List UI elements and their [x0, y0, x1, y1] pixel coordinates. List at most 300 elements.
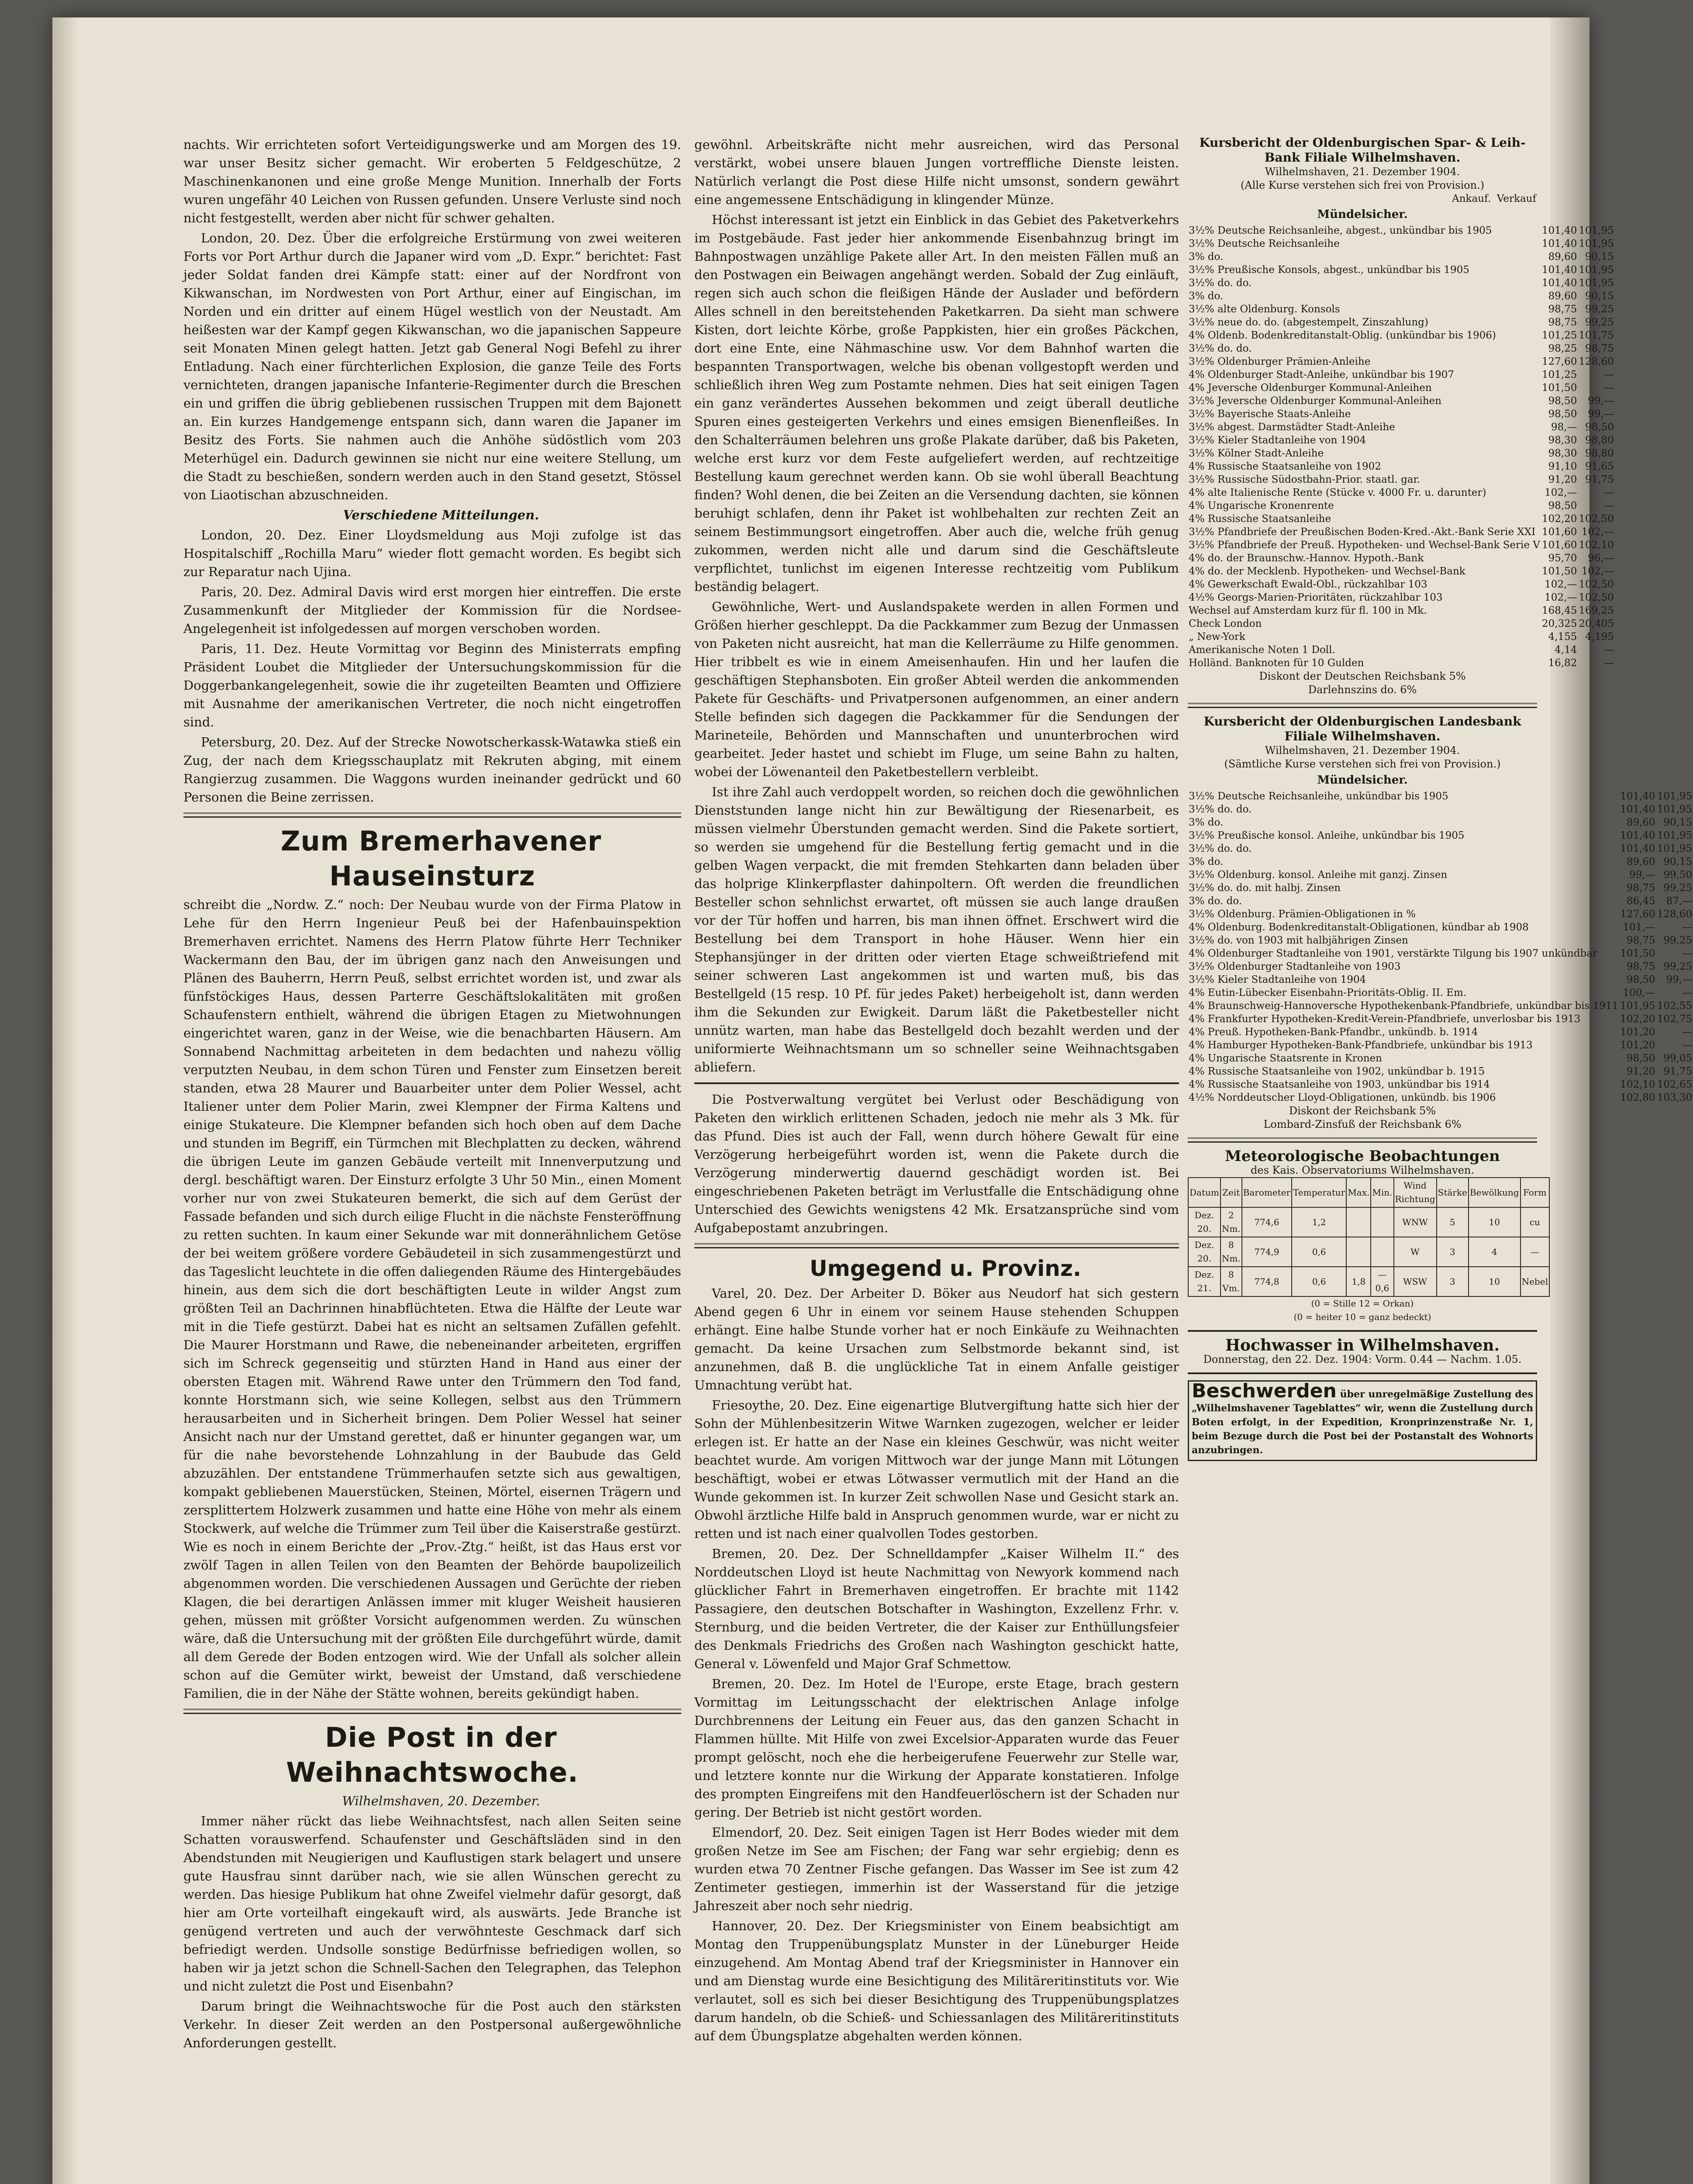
article-text: Darum bringt die Weihnachtswoche für die Post auch den stärksten Verkehr. In dieser Zeit werden an den Postpersonal außergewöhnliche Anforderungen gestellt. — [183, 1999, 681, 2050]
article-text: Die Postverwaltung vergütet bei Verlust oder Beschädigung von Paketen den wirklich erlittenen Schaden, jedoch nie mehr als 3 Mk. für das Pfund. Dies ist auch der Fall, wenn durch höhere Gewalt für eine Verzögerung herbeigeführt worden ist, wenn die Pakete durch die Verzögerung minderwertig dauernd geschädigt worden ist. Bei eingeschriebenen Paketen beträgt im Verlustfalle die Entschädigung ohne Unterschied des Gewichts wenigstens 42 Mk. Ersatzansprüche sind vom Aufgabepostamt anzubringen. — [694, 1092, 1179, 1235]
security-name: 3½% do. do. mit halbj. Zinsen — [1189, 882, 1341, 894]
dateline: Wilhelmshaven, 20. Dezember. — [342, 1794, 540, 1808]
ankauf-value: 91,10 — [1548, 461, 1577, 472]
verkauf-value: 101,95 — [1579, 238, 1614, 249]
security-name: 4% Hamburger Hypotheken-Bank-Pfandbriefe, unkündbar bis 1913 — [1189, 1040, 1533, 1051]
table-row — [1188, 578, 1615, 591]
table-row — [1188, 1039, 1693, 1052]
ankauf-value: 99,— — [1629, 869, 1655, 881]
table-row — [1188, 1026, 1693, 1039]
table-row — [1188, 1078, 1693, 1091]
divider — [183, 1709, 681, 1714]
meteo-cell: Dez. 21. — [1188, 1267, 1221, 1296]
table-row — [1188, 868, 1693, 881]
beschwerden-ad — [1188, 1380, 1537, 1461]
ankauf-value: 101,60 — [1541, 526, 1577, 538]
meteo-cell: 4 — [1469, 1237, 1521, 1267]
table-row — [1188, 986, 1693, 999]
table-row — [1188, 881, 1693, 895]
security-name: 4% Frankfurter Hypotheken-Kredit-Verein-Pfandbriefe, unverlosbar bis 1913 — [1189, 1013, 1581, 1025]
kurs1-date: Wilhelmshaven, 21. Dezember 1904. — [1265, 166, 1460, 178]
ankauf-value: 101,20 — [1620, 1026, 1655, 1038]
verkauf-value: 20,405 — [1579, 618, 1614, 629]
security-name: 3½% neue do. do. (abgestempelt, Zinszahlung) — [1189, 317, 1428, 328]
kurs2-muendel-head: Mündelsicher. — [1317, 774, 1408, 787]
table-header-row — [1188, 1178, 1549, 1207]
meteo-cloud-note: (0 = heiter 10 = ganz bedeckt) — [1293, 1312, 1431, 1322]
table-row — [1188, 355, 1615, 368]
table-row — [1188, 630, 1615, 643]
verkauf-value: — — [1682, 1026, 1693, 1038]
article-text: Bremen, 20. Dez. Im Hotel de l'Europe, erste Etage, brach gestern Vormittag im Leitungsschacht der elektrischen Anlage infolge Durchbrennens der Leitung ein Feuer aus, das den ganzen Schacht in Flammen hüllte. Mit Hilfe von zwei Excelsior-Apparaten wurde das Feuer prompt gelöscht, noch ehe die herbeigerufene Feuerwehr zur Stelle war, und letztere konnte nur die Wirkung der Apparate konstatieren. Infolge des prompten Eingreifens mit den Handfeuerlöschern ist der Schaden nur gering. Der Betrieb ist nicht gestört worden. — [694, 1676, 1179, 1820]
ankauf-value: 102,— — [1545, 592, 1577, 603]
security-name: 3½% Kölner Stadt-Anleihe — [1189, 448, 1324, 459]
ankauf-value: 89,60 — [1548, 251, 1577, 263]
table-row — [1188, 224, 1615, 237]
article-text: Höchst interessant ist jetzt ein Einblick in das Gebiet des Paketverkehrs im Postgebäude. Fast jeder hier ankommende Eisenbahnzug bringt im Bahnpostwagen unzählige Pakete aller Art. In den meisten Fällen muß an den Postwagen ein Beiwagen angehängt werden. Sobald der Zug einläuft, regen sich auch schon die fleißigen Hände der Auslader und befördern Alles schnell in den bereitstehenden Paketkarren. Da sieht man schwere Kisten, dort leichte Körbe, große Pappkisten, hier ein großes Päckchen, dort eine Ente, eine Nähmaschine usw. Vor dem Bahnhof warten die bespannten Transportwagen, welche bis obenan vollgestopft werden und schließlich ihren Weg zum Postamte nehmen. Dies hat seit einigen Tagen ein ganz verändertes Aussehen bekommen und zeigt überall deutliche Spuren eines gesteigerten Verkehrs und eines emsigen Bienenfleißes. In den Schalterräumen belehren uns große Plakate darüber, daß bis Paketen, welche erst kurz vor dem Feste aufgeliefert werden, auf rechtzeitige Bestellung kaum gerechnet werden kann. Ob sie wohl überall Beachtung finden? Wohl denen, die bei Zeiten an die Versendung dachten, sie können beruhigt schlafen, denn ihr Paket ist wohlbehalten zur rechten Zeit an seinem Bestimmungsort eingetroffen. Aber auch die, welche früh genug zukommen, werden nicht alle und darum sind die Geschäftsleute verpflichtet, tunlichst im eigenen Interesse rechtzeitig vom Publikum beständig belagert. — [694, 212, 1179, 594]
section-heading: Verschiedene Mitteilungen. — [343, 508, 539, 522]
ankauf-value: 98,75 — [1626, 961, 1655, 972]
table-row — [1188, 591, 1615, 604]
ankauf-value: 98,30 — [1548, 435, 1577, 446]
beschwerden-word: Beschwerden — [1192, 1380, 1337, 1402]
table-row — [1188, 276, 1615, 290]
ankauf-value: 20,325 — [1541, 618, 1577, 629]
table-row — [1188, 368, 1615, 381]
security-name: 4% Russische Staatsanleihe — [1189, 513, 1331, 525]
verkauf-value: 98,80 — [1585, 435, 1614, 446]
ankauf-value: 101,— — [1623, 922, 1655, 933]
security-name: 4½% Georgs-Marien-Prioritäten, rückzahlbar 103 — [1189, 592, 1443, 603]
verkauf-value: — — [1682, 948, 1693, 959]
verkauf-value: 98,75 — [1585, 343, 1614, 354]
table-row — [1188, 1091, 1693, 1104]
verkauf-value: 87,— — [1666, 895, 1693, 907]
table-row — [1188, 1013, 1693, 1026]
beschwerden-text: über unregelmäßige Zustellung des „Wilhelmshavener Tageblattes“ wir, wenn die Zustellung durch Boten erfolgt, in der Expedition, Kronprinzenstraße Nr. 1, beim Bezuge durch die Post bei der Postanstalt des Wohnorts anzubringen. — [1192, 1389, 1533, 1456]
verkauf-value: 90,15 — [1585, 290, 1614, 302]
ankauf-value: 4,14 — [1555, 644, 1577, 656]
meteo-subtitle: des Kais. Observatoriums Wilhelmshaven. — [1251, 1164, 1474, 1176]
verkauf-value: 102,— — [1581, 566, 1614, 577]
ankauf-value: 127,60 — [1541, 356, 1577, 367]
verkauf-value: — — [1682, 922, 1693, 933]
column-left — [183, 135, 681, 2184]
verkauf-value: 102,50 — [1579, 513, 1614, 525]
ankauf-value: 98,75 — [1626, 935, 1655, 946]
security-name: 3½% do. von 1903 mit halbjährigen Zinsen — [1189, 935, 1408, 946]
ankauf-value: 102,— — [1545, 579, 1577, 590]
verkauf-value: — — [1603, 657, 1614, 669]
hochwasser-text: Donnerstag, den 22. Dez. 1904: Vorm. 0.44 — Nachm. 1.05. — [1203, 1353, 1522, 1365]
verkauf-value: 99,25 — [1585, 304, 1614, 315]
verkauf-value: 4,195 — [1585, 631, 1614, 643]
table-row — [1188, 552, 1615, 565]
divider — [1188, 1137, 1537, 1143]
ankauf-value: 91,20 — [1548, 474, 1577, 485]
table-row — [1188, 1052, 1693, 1065]
meteo-cell — [1346, 1237, 1371, 1267]
meteo-cell: —0,6 — [1371, 1267, 1393, 1296]
verkauf-value: 101,95 — [1657, 791, 1693, 802]
meteo-header: Wind Richtung — [1394, 1178, 1437, 1207]
meteo-title: Meteorologische Beobachtungen — [1225, 1147, 1500, 1165]
verkauf-value: — — [1603, 487, 1614, 498]
ankauf-value: 102,80 — [1620, 1092, 1655, 1103]
verkauf-value: 102,65 — [1657, 1079, 1693, 1090]
article-headline: Die Post in der Weihnachtswoche. — [286, 1721, 579, 1788]
ankauf-value: 101,40 — [1541, 264, 1577, 276]
divider — [183, 812, 681, 818]
ankauf-value: 89,60 — [1626, 817, 1655, 828]
meteo-header: Temperatur — [1292, 1178, 1346, 1207]
table-row — [1188, 381, 1615, 394]
hochwasser-title: Hochwasser in Wilhelmshaven. — [1225, 1336, 1500, 1355]
security-name: 3½% do. do. — [1189, 804, 1252, 815]
verkauf-value: 90,15 — [1663, 817, 1693, 828]
verkauf-value: 96,— — [1588, 553, 1614, 564]
article-text: gewöhnl. Arbeitskräfte nicht mehr ausreichen, wird das Personal verstärkt, wobei unsere blauen Jungen vortreffliche Dienste leisten. Natürlich verlangt die Post diese Hilfe nicht umsonst, sondern gewährt eine angemessene Entschädigung in klingender Münze. — [694, 137, 1179, 207]
meteo-cell: 3 — [1437, 1237, 1469, 1267]
table-header-row — [1188, 192, 1537, 205]
ankauf-value: 98,50 — [1626, 974, 1655, 985]
article-text: Gewöhnliche, Wert- und Auslandspakete werden in allen Formen und Größen hierher geschleppt. Da die Packkammer zum Bezug der Unmassen von Paketen nicht ausreicht, hat man die Kellerräume zu Hilfe genommen. Hier tribbelt es wie in einem Ameisenhaufen. Hin und her laufen die geschäftigen Stephansboten. Ein großer Abteil werden die ankommenden Pakete für Geschäfts- und Privatpersonen aufgenommen, an einer andern Stelle befinden sich dagegen die Packkammer für die Sendungen der Marineteile, Behörden und Mannschaften und ununterbrochen wird gearbeitet. Jeder hastet und schiebt im Fluge, um seine Bahn zu halten, wobei der Löwenanteil den Paketbestellern verbleibt. — [694, 599, 1179, 779]
verkauf-value: 99,25 — [1663, 961, 1693, 972]
table-row — [1188, 908, 1693, 921]
meteo-cell: 0,6 — [1292, 1267, 1346, 1296]
ankauf-value: 101,50 — [1620, 948, 1655, 959]
verkauf-value: 102,55 — [1657, 1000, 1693, 1012]
meteo-cell: WNW — [1394, 1207, 1437, 1237]
security-name: 4% Russische Staatsanleihe von 1902, unkündbar b. 1915 — [1189, 1066, 1485, 1077]
verkauf-value: 103,30 — [1657, 1092, 1693, 1103]
security-name: 4% do. der Mecklenb. Hypotheken- und Wechsel-Bank — [1189, 566, 1465, 577]
meteo-cell: WSW — [1394, 1267, 1437, 1296]
ankauf-value: 127,60 — [1620, 909, 1655, 920]
ankauf-value: 91,20 — [1626, 1066, 1655, 1077]
verkauf-value: 102,10 — [1579, 539, 1614, 551]
security-name: Holländ. Banknoten für 10 Gulden — [1189, 657, 1364, 669]
security-name: 3½% do. do. — [1189, 343, 1252, 354]
kurs1-table — [1188, 192, 1537, 205]
ankauf-value: 98,50 — [1548, 408, 1577, 420]
security-name: 3½% Oldenburger Prämien-Anleihe — [1189, 356, 1371, 367]
meteo-cell: 1,8 — [1346, 1267, 1371, 1296]
table-row — [1188, 790, 1693, 803]
ankauf-value: 95,70 — [1548, 553, 1577, 564]
article-text: London, 20. Dez. Über die erfolgreiche Erstürmung von zwei weiteren Forts vor Port Arthur durch die Japaner wird vom „D. Expr.“ berichtet: Fast jeder Soldat fanden drei Kämpfe statt: einer auf der Nordfront von Kikwanschan, im Nordwesten von Port Arthur, einer auf Eingischan, im Norden und ein dritter auf einem Hügel westlich von der Neustadt. Am heißesten war der Kampf gegen Kikwanschan, wo die japanischen Sappeure seit Monaten Minen gelegt hatten. Jetzt gab General Nogi Befehl zu ihrer Entladung. Nach einer fürchterlichen Explosion, die ganze Teile des Forts vernichteten, drangen japanische Infanterie-Regimenter durch die Breschen ein und griffen die übrig gebliebenen russischen Truppen mit dem Bajonett an. Ein kurzes Handgemenge entspann sich, dann waren die Japaner im Besitz des Forts. Sie nahmen auch die Anhöhe südöstlich vom 203 Meterhügel ein. Dadurch gewinnen sie nicht nur eine weitere Stellung, um die Stadt zu beschießen, sondern werden auch in den Stand gesetzt, Stössel von Liaotischan abzuschneiden. — [183, 231, 681, 502]
kurs2-date: Wilhelmshaven, 21. Dezember 1904. — [1265, 744, 1460, 757]
ankauf-value: 98,75 — [1626, 882, 1655, 894]
table-row — [1188, 237, 1615, 250]
security-name: Wechsel auf Amsterdam kurz für fl. 100 in Mk. — [1189, 605, 1427, 616]
meteo-header: Min. — [1371, 1178, 1393, 1207]
ankauf-value: 86,45 — [1626, 895, 1655, 907]
meteo-header: Datum — [1188, 1178, 1221, 1207]
column-right — [1188, 135, 1693, 2184]
kurs2-lombard: Lombard-Zinsfuß der Reichsbank 6% — [1263, 1118, 1462, 1130]
security-name: 4% Oldenburger Stadtanleihe von 1901, verstärkte Tilgung bis 1907 unkündbar — [1189, 948, 1597, 959]
security-name: 4% Jeversche Oldenburger Kommunal-Anleihen — [1189, 382, 1432, 394]
security-name: 4% Ungarische Kronenrente — [1189, 500, 1334, 511]
security-name: 3% do. — [1189, 856, 1224, 867]
meteo-wind-note: (0 = Stille 12 = Orkan) — [1311, 1298, 1414, 1309]
ankauf-value: 102,20 — [1541, 513, 1577, 525]
ankauf-value: 101,40 — [1620, 843, 1655, 854]
security-name: 4% do. der Braunschw.-Hannov. Hypoth.-Bank — [1189, 553, 1424, 564]
security-name: 4% Eutin-Lübecker Eisenbahn-Prioritäts-Oblig. II. Em. — [1189, 987, 1467, 999]
verkauf-value: 99,25 — [1663, 935, 1693, 946]
security-name: 3% do. do. — [1189, 895, 1242, 907]
newspaper-page — [52, 17, 1693, 2184]
security-name: 4% alte Italienische Rente (Stücke v. 4000 Fr. u. darunter) — [1189, 487, 1486, 498]
table-row — [1188, 394, 1615, 408]
meteo-header: Barometer — [1242, 1178, 1292, 1207]
verkauf-value: — — [1603, 382, 1614, 394]
divider — [694, 1243, 1179, 1248]
article-text: Paris, 11. Dez. Heute Vormittag vor Beginn des Ministerrats empfing Präsident Loubet die Mitglieder der Untersuchungskommission für die Doggerbankangelegenheit, sowie die ihr zugeteilten Beamten und Offiziere mit Ausnahme der amerikanischen Vertreter, die noch nicht eingetroffen sind. — [183, 641, 681, 729]
divider — [1188, 1330, 1537, 1332]
col-verkauf: Verkauf — [1496, 193, 1536, 204]
security-name: 3½% do. do. — [1189, 843, 1252, 854]
security-name: 3% do. — [1189, 251, 1224, 263]
ankauf-value: 89,60 — [1548, 290, 1577, 302]
article-text: Varel, 20. Dez. Der Arbeiter D. Böker aus Neudorf hat sich gestern Abend gegen 6 Uhr in einem vor seinem Hause stehenden Schuppen erhängt. Eine halbe Stunde vorher hat er noch Einkäufe zu Weihnachten gemacht. Da keine Ursachen zum Selbstmorde bekannt sind, ist anzunehmen, daß B. die unglückliche Tat in einem Anfalle geistiger Umnachtung verübt hat. — [694, 1286, 1179, 1393]
table-row — [1188, 447, 1615, 460]
verkauf-value: 102,50 — [1579, 592, 1614, 603]
verkauf-value: — — [1682, 987, 1693, 999]
article-text: Hannover, 20. Dez. Der Kriegsminister von Einem beabsichtigt am Montag den Truppenübungsplatz Munster in der Lüneburger Heide einzugehend. Am Montag Abend traf der Kriegsminister in Hannover ein und am Dienstag wurde eine Besichtigung des Militäreritinstituts vor. Wie verlautet, soll es sich bei dieser Besichtigung des Truppenübungsplatzes darum handeln, ob die Schieß- und Schiessanlagen des Militäreritinstituts auf dem Übungsplatze abgehalten werden können. — [694, 1918, 1179, 2043]
verkauf-value: 90,15 — [1585, 251, 1614, 263]
table-row — [1188, 316, 1615, 329]
table-row — [1188, 263, 1615, 276]
ankauf-value: 101,40 — [1620, 830, 1655, 841]
meteo-cell: cu — [1521, 1207, 1549, 1237]
ankauf-value: 98,— — [1551, 422, 1577, 433]
ankauf-value: 16,82 — [1548, 657, 1577, 669]
meteo-cell: — — [1521, 1237, 1549, 1267]
verkauf-value: 101,75 — [1579, 330, 1614, 341]
kurs2-title: Kursbericht der Oldenburgischen Landesbank Filiale Wilhelmshaven. — [1203, 714, 1521, 743]
ankauf-value: 101,95 — [1620, 1000, 1655, 1012]
kurs1-rows — [1188, 224, 1615, 670]
verkauf-value: 169,25 — [1579, 605, 1614, 616]
table-row — [1188, 303, 1615, 316]
table-row — [1188, 643, 1615, 657]
kurs2-rows — [1188, 790, 1693, 1104]
table-row — [1188, 921, 1693, 934]
security-name: 4% Oldenburg. Bodenkreditanstalt-Obligationen, kündbar ab 1908 — [1189, 922, 1529, 933]
table-row — [1188, 829, 1693, 842]
article-text: schreibt die „Nordw. Z.“ noch: Der Neubau wurde von der Firma Platow in Lehe für den Herrn Ingenieur Peuß bei der Hafenbauinspektion Bremerhaven errichtet. Namens des Herrn Platow führte Herr Techniker Wackermann den Bau, der im übrigen ganz nach den Anweisungen und Plänen des Bauherrn, Herrn Peuß, selbst errichtet worden ist, und zwar als fünfstöckiges Haus, dessen Parterre Geschäftslokalitäten mit großen Schaufenstern enthielt, während die übrigen Etagen zu Mietwohnungen eingerichtet waren, ganz in der Weise, wie die benachbarten Häusern. Am Sonnabend Nachmittag arbeiteten in dem bedachten und nahezu völlig verputzten Neubau, in dem schon Türen und Fenster zum Einsetzen bereit standen, etwa 28 Maurer und Bauarbeiter unter dem Polier Wessel, acht Italiener unter dem Polier Marin, zwei Klempner der Firma Kaltens und einige Stukateure. Die Klempner befanden sich hoch oben auf dem Dache und stunden im Begriff, ein Türmchen mit Blechplatten zu decken, während die übrigen Leute im ganzen Gebäude verteilt mit Innenverputzung und dergl. beschäftigt waren. Der Einsturz erfolgte 3 Uhr 50 Min., einen Moment vorher nur von zwei Stukateuren bemerkt, die sich auf dem Gerüst der Fassade befanden und sich durch eilige Flucht in die nächste Fensteröffnung zu retten suchten. In kaum einer Sekunde war mit donnerähnlichem Getöse der bei weitem größere vordere Gebäudeteil in sich zusammengestürzt und das Tageslicht leuchtete in die offen daliegenden Räume des Hintergebäudes hinein, aus dem sich die dort beschäftigten Leute in wilder Angst zum größten Teil an Dachrinnen hinabflüchteten. Etwa die Hälfte der Leute war mit in die Tiefe gestürzt. Dabei hat es nicht an seltsamen Zufällen gefehlt. Die Maurer Horstmann und Rawe, die nebeneinander arbeiteten, ergriffen sich im Schreck gegenseitig und stürzten Hand in Hand aus einer der obersten Etagen mit. Während Rawe unter den Trümmern den Tod fand, konnte Horstmann sich, wie seine Kollegen, selbst aus den Trümmern herausarbeiten und in Sicherheit bringen. Dem Polier Wessel hat seiner Ansicht nach nur der Umstand gerettet, daß er hinunter gegangen war, um für die nahe bevorstehende Lohnzahlung in der Baubude das Geld abzuzählen. Der entstandene Trümmerhaufen setzte sich aus gewaltigen, kompakt gebliebenen Mauerstücken, Steinen, Mörtel, eisernen Trägern und zersplittertem Holzwerk zusammen und hatte eine Höhe von mehr als einem Stockwerk, auf welche die Trümmer zum Teil über die Kaiserstraße gestürzt. Wie es noch in einem Berichte der „Prov.-Ztg.“ heißt, ist das Haus erst vor zwölf Tagen in allen Teilen von den Beamten der Behörde baupolizeilich abgenommen worden. Die verschiedenen Aussagen und Gerüchte der rieben Klagen, die bei derartigen Anlässen immer mit kluger Weisheit hausieren gehen, müssen mit größter Vorsicht aufgenommen werden. Zu wünschen wäre, daß die Untersuchung mit der größten Eile durchgeführt würde, damit all dem Gerede der Boden entzogen wird. Wie der Unfall als solcher allein schon auf die Gemüter wirkt, beweist der Umstand, daß verschiedene Familien, die in der Nähe der Stätte wohnen, bereits gekündigt haben. — [183, 897, 681, 1701]
verkauf-value: — — [1603, 369, 1614, 380]
verkauf-value: 101,95 — [1657, 804, 1693, 815]
verkauf-value: 99,05 — [1663, 1053, 1693, 1064]
col-ankauf: Ankauf. — [1452, 193, 1491, 204]
meteo-header: Form — [1521, 1178, 1549, 1207]
meteo-cell: 8 Vm. — [1221, 1267, 1242, 1296]
table-row — [1188, 973, 1693, 986]
meteo-cell: 1,2 — [1292, 1207, 1346, 1237]
divider — [1188, 1372, 1537, 1374]
table-row — [1188, 895, 1693, 908]
ankauf-value: 98,75 — [1548, 317, 1577, 328]
ankauf-value: 98,75 — [1548, 304, 1577, 315]
security-name: 3½% Pfandbriefe der Preußischen Boden-Kred.-Akt.-Bank Serie XXI — [1189, 526, 1536, 538]
verkauf-value: 99,— — [1588, 395, 1614, 407]
ankauf-value: 98,25 — [1548, 343, 1577, 354]
security-name: 3½% Oldenburg. konsol. Anleihe mit ganzj. Zinsen — [1189, 869, 1448, 881]
ankauf-value: 101,50 — [1541, 566, 1577, 577]
security-name: 4½% Norddeutscher Lloyd-Obligationen, unkündb. bis 1906 — [1189, 1092, 1496, 1103]
verkauf-value: 102,75 — [1657, 1013, 1693, 1025]
verkauf-value: 99,— — [1588, 408, 1614, 420]
security-name: 3½% Oldenburg. Prämien-Obligationen in % — [1189, 909, 1416, 920]
table-row — [1188, 934, 1693, 947]
verkauf-value: 91,75 — [1585, 474, 1614, 485]
ankauf-value: 89,60 — [1626, 856, 1655, 867]
security-name: 3½% Preußische konsol. Anleihe, unkündbar bis 1905 — [1189, 830, 1465, 841]
table-row — [1188, 855, 1693, 868]
ankauf-value: 101,20 — [1620, 1040, 1655, 1051]
article-text: Bremen, 20. Dez. Der Schnelldampfer „Kaiser Wilhelm II.“ des Norddeutschen Lloyd ist heute Nachmittag von Newyork kommend nach glücklicher Fahrt in Bremerhaven eingetroffen. Er brachte mit 1142 Passagiere, den deutschen Botschafter in Washington, Exzellenz Frhr. v. Sternburg, und die beiden Vertreter, die der Kaiser zur Enthüllungsfeier des Denkmals Friedrichs des Großen nach Washington geschickt hatte, General v. Löwenfeld und Major Graf Schmettow. — [694, 1546, 1179, 1671]
table-row — [1188, 342, 1615, 355]
meteo-cell: 774,9 — [1242, 1237, 1292, 1267]
ankauf-value: 101,60 — [1541, 539, 1577, 551]
security-name: 4% Preuß. Hypotheken-Bank-Pfandbr., unkündb. b. 1914 — [1189, 1026, 1478, 1038]
security-name: 4% Oldenb. Bodenkreditanstalt-Oblig. (unkündbar bis 1906) — [1189, 330, 1496, 341]
meteo-cell — [1371, 1207, 1393, 1237]
divider — [1188, 703, 1537, 708]
verkauf-value: 102,50 — [1579, 579, 1614, 590]
table-row — [1188, 329, 1615, 342]
article-text: nachts. Wir errichteten sofort Verteidigungswerke und am Morgen des 19. war unser Besitz sicher gemacht. Wir eroberten 5 Feldgeschütze, 2 Maschinenkanonen und eine große Menge Munition. Innerhalb der Forts wuren ungefähr 40 Leichen von Russen gefunden. Unsere Verluste sind noch nicht festgestellt, werden aber nicht für schwer gehalten. — [183, 137, 681, 225]
security-name: „ New-York — [1189, 631, 1245, 643]
kurs2-diskont: Diskont der Reichsbank 5% — [1289, 1105, 1436, 1117]
security-name: Check London — [1189, 618, 1262, 629]
table-row — [1188, 1065, 1693, 1078]
table-row — [1188, 657, 1615, 670]
meteo-header: Bewölkung — [1469, 1178, 1521, 1207]
ankauf-value: 101,40 — [1620, 791, 1655, 802]
ankauf-value: 101,40 — [1541, 225, 1577, 236]
ankauf-value: 101,40 — [1541, 277, 1577, 289]
verkauf-value: 101,95 — [1579, 225, 1614, 236]
verkauf-value: 99,25 — [1585, 317, 1614, 328]
meteo-cell: 2 Nm. — [1221, 1207, 1242, 1237]
page-binding-shadow — [52, 17, 79, 2184]
table-row — [1188, 250, 1615, 263]
meteo-header: Stärke — [1437, 1178, 1469, 1207]
ankauf-value: 168,45 — [1541, 605, 1577, 616]
ankauf-value: 101,25 — [1541, 369, 1577, 380]
article-text: Elmendorf, 20. Dez. Seit einigen Tagen ist Herr Bodes wieder mit dem großen Netze im See am Fischen; der Fang war sehr ergiebig; denn es wurden etwa 70 Zentner Fische gefangen. Das Wasser im See ist zum 42 Zentimeter gestiegen, immerhin ist der Wasserstand für die jetzige Jahreszeit aber noch sehr niedrig. — [694, 1825, 1179, 1913]
verkauf-value: 101,95 — [1657, 843, 1693, 854]
ankauf-value: 100,— — [1623, 987, 1655, 999]
meteo-cell: Dez. 20. — [1188, 1207, 1221, 1237]
verkauf-value: 91,65 — [1585, 461, 1614, 472]
table-row — [1188, 290, 1615, 303]
article-text: Petersburg, 20. Dez. Auf der Strecke Nowotscherkassk-Watawka stieß ein Zug, der nach dem Kriegsschauplatz mit Rekruten abging, mit einem Rangierzug zusammen. Die Waggons wurden ineinander gedrückt und 60 Personen die Beine zerrissen. — [183, 735, 681, 805]
article-text: London, 20. Dez. Einer Lloydsmeldung aus Moji zufolge ist das Hospitalschiff „Rochilla Maru“ wieder flott gemacht worden. Es begibt sich zur Reparatur nach Ujina. — [183, 528, 681, 579]
article-text: Paris, 20. Dez. Admiral Davis wird erst morgen hier eintreffen. Die erste Zusammenkunft der Mitglieder der Kommission für die Nordsee-Angelegenheit ist infolgedessen auf morgen verschoben worden. — [183, 584, 681, 636]
table-row — [1188, 999, 1693, 1013]
security-name: 3½% Russische Südostbahn-Prior. staatl. gar. — [1189, 474, 1421, 485]
meteo-cell — [1346, 1207, 1371, 1237]
security-name: 3½% Bayerische Staats-Anleihe — [1189, 408, 1351, 420]
meteo-cell: 774,6 — [1242, 1207, 1292, 1237]
verkauf-value: 99,— — [1666, 974, 1693, 985]
meteo-header: Zeit — [1221, 1178, 1242, 1207]
security-name: Amerikanische Noten 1 Doll. — [1189, 644, 1335, 656]
table-row — [1188, 421, 1615, 434]
ankauf-value: 101,25 — [1541, 330, 1577, 341]
meteo-cell: 10 — [1469, 1267, 1521, 1296]
meteo-cell: 3 — [1437, 1267, 1469, 1296]
security-name: 4% Gewerkschaft Ewald-Obl., rückzahlbar 103 — [1189, 579, 1427, 590]
table-row — [1188, 512, 1615, 525]
meteo-cell: Dez. 20. — [1188, 1237, 1221, 1267]
security-name: 3½% Oldenburger Stadtanleihe von 1903 — [1189, 961, 1401, 972]
security-name: 3% do. — [1189, 817, 1224, 828]
table-row — [1188, 1237, 1549, 1267]
security-name: 3½% Preußische Konsols, abgest., unkündbar bis 1905 — [1189, 264, 1469, 276]
table-row — [1188, 473, 1615, 486]
kurs1-darlehn: Darlehnszins do. 6% — [1308, 684, 1417, 696]
security-name: 3½% Pfandbriefe der Preuß. Hypotheken- und Wechsel-Bank Serie V — [1189, 539, 1540, 551]
security-name: 4% Russische Staatsanleihe von 1903, unkündbar bis 1914 — [1189, 1079, 1490, 1090]
meteo-cell: W — [1394, 1237, 1437, 1267]
meteo-header: Max. — [1346, 1178, 1371, 1207]
security-name: 3½% Deutsche Reichsanleihe, abgest., unkündbar bis 1905 — [1189, 225, 1492, 236]
divider — [694, 1082, 1179, 1084]
verkauf-value: — — [1603, 500, 1614, 511]
verkauf-value: 101,95 — [1579, 264, 1614, 276]
ankauf-value: 98,50 — [1548, 500, 1577, 511]
article-text: Immer näher rückt das liebe Weihnachtsfest, nach allen Seiten seine Schatten vorauswerfend. Schaufenster und Geschäftsläden sind in den Abendstunden mit Neugierigen und Kauflustigen stark belagert und unsere gute Hausfrau sinnt darüber nach, wie sie allen Wünschen gerecht zu werden. Das hiesige Publikum hat ohne Zweifel vielmehr dafür gesorgt, daß hier am Orte vorteilhaft eingekauft wird, als auswärts. Jede Branche ist genügend vertreten und auch der verwöhnteste Geschmack darf sich befriedigt werden. Undsolle sonstige Bedürfnisse befriedigen wollen, so haben wir ja jetzt schon die Schnell-Sachen den Telegraphen, das Telephon und nicht zuletzt die Post und Eisenbahn? — [183, 1814, 681, 1994]
verkauf-value: 101,95 — [1657, 830, 1693, 841]
ankauf-value: 102,20 — [1620, 1013, 1655, 1025]
table-row — [1188, 960, 1693, 973]
verkauf-value: — — [1603, 644, 1614, 656]
table-row — [1188, 525, 1615, 539]
meteo-cell: 774,8 — [1242, 1267, 1292, 1296]
ankauf-value: 102,10 — [1620, 1079, 1655, 1090]
meteo-cell: 8 Nm. — [1221, 1237, 1242, 1267]
ankauf-value: 101,40 — [1541, 238, 1577, 249]
security-name: 3½% abgest. Darmstädter Stadt-Anleihe — [1189, 422, 1395, 433]
kurs1-note: (Alle Kurse verstehen sich frei von Provision.) — [1240, 179, 1485, 191]
security-name: 3½% alte Oldenburg. Konsols — [1189, 304, 1340, 315]
article-text: Ist ihre Zahl auch verdoppelt worden, so reichen doch die gewöhnlichen Dienststunden lange nicht hin zur Bewältigung der Riesenarbeit, es müssen vielmehr Überstunden gemacht werden. Sind die Pakete sortiert, so werden sie umgehend für die Bestellung fertig gemacht und in die gelben Wagen verpackt, die mit fremden Stehkarten dann beladen über das holprige Klinkerpflaster dahinpoltern. Oft werden die freundlichen Besteller schon sehnlichst erwartet, oft müssen sie auch lange draußen vor der Tür hoffen und harren, bis man ihnen öffnet. Erschwert wird die Bestellung bei dem Transport in hohe Häuser. Wenn hier ein Stephansjünger in der dritten oder vierten Etage schweißtriefend mit seiner schweren Last angekommen ist und warten muß, bis das Bestellgeld (15 resp. 10 Pf. für jedes Paket) herbeigeholt ist, dann werden ihm die Sekunden zur Ewigkeit. Darum läßt die Paketbesteller nicht unnütz warten, man habe das Bestellgeld doch bezahlt werden und der uniformierte Weihnachtsmann um so schneller seine Weihnachtsgaben abliefern. — [694, 784, 1179, 1075]
table-row — [1188, 565, 1615, 578]
verkauf-value: 99,50 — [1663, 869, 1693, 881]
verkauf-value: 101,95 — [1579, 277, 1614, 289]
security-name: 4% Braunschweig-Hannoversche Hypothekenbank-Pfandbriefe, unkündbar bis 1911 — [1189, 1000, 1619, 1012]
ankauf-value: 102,— — [1545, 487, 1577, 498]
security-name: 3% do. — [1189, 290, 1224, 302]
ankauf-value: 101,40 — [1620, 804, 1655, 815]
verkauf-value: 90,15 — [1663, 856, 1693, 867]
meteo-cell: 0,6 — [1292, 1237, 1346, 1267]
article-headline: Zum Bremerhavener Hauseinsturz — [280, 825, 602, 892]
table-row — [1188, 604, 1615, 617]
meteo-table — [1188, 1177, 1550, 1297]
meteo-cell: 10 — [1469, 1207, 1521, 1237]
table-row — [1188, 947, 1693, 960]
table-row — [1188, 408, 1615, 421]
security-name: 3½% Jeversche Oldenburger Kommunal-Anleihen — [1189, 395, 1441, 407]
